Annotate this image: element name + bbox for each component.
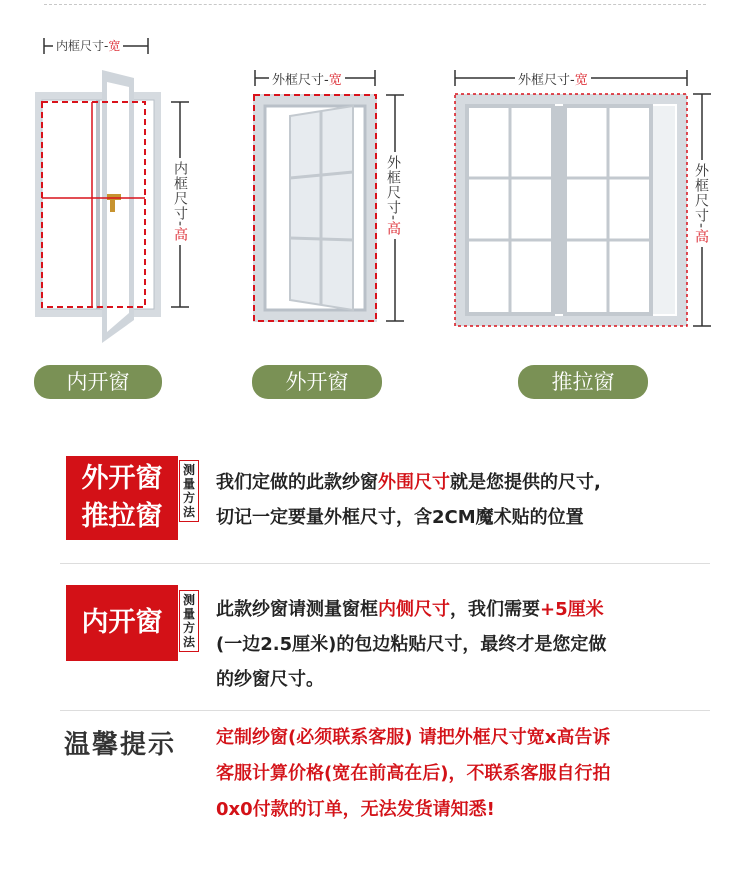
- section2-line1: 此款纱窗请测量窗框内侧尺寸，我们需要+5厘米: [216, 599, 604, 620]
- tips-line2: 客服计算价格(宽在前高在后)，不联系客服自行拍: [216, 763, 611, 784]
- tips-title: 温馨提示: [64, 730, 177, 760]
- section2-line2: (一边2.5厘米)的包边粘贴尺寸，最终才是您定做: [216, 634, 607, 655]
- tips-line3: 0x0付款的订单，无法发货请知悉!: [216, 799, 495, 820]
- inner-width-label: 内框尺寸-宽: [53, 37, 123, 54]
- tag-char: 量: [182, 607, 195, 621]
- section1-line2: 切记一定要量外框尺寸，含2CM魔术贴的位置: [216, 507, 584, 528]
- section1-text: [216, 465, 716, 535]
- tag-char: 法: [182, 635, 195, 649]
- tag-char: 方: [182, 621, 195, 635]
- tag-char: 方: [182, 491, 195, 505]
- outer-height-label: 外框尺寸-高: [383, 152, 403, 239]
- section1-badge-line2: 推拉窗: [81, 501, 163, 532]
- inner-window-pill: 内开窗: [34, 365, 162, 399]
- tag-char: 测: [182, 463, 195, 477]
- sliding-window-pill: 推拉窗: [518, 365, 648, 399]
- sliding-window-diagram: [445, 60, 725, 340]
- inner-height-label: 内框尺寸-高: [170, 158, 190, 245]
- section-divider-2: [60, 710, 710, 711]
- top-divider: [44, 4, 706, 5]
- tips-text: [216, 720, 726, 828]
- section2-badge: 内开窗: [66, 585, 178, 661]
- sliding-height-label: 外框尺寸-高: [691, 160, 711, 247]
- section1-line1: 我们定做的此款纱窗外围尺寸就是您提供的尺寸,: [216, 472, 601, 493]
- section1-badge: [66, 456, 178, 540]
- section2-line3: 的纱窗尺寸。: [216, 669, 324, 690]
- tag-char: 量: [182, 477, 195, 491]
- inner-size-highlight: 内侧尺寸: [378, 599, 450, 620]
- outer-size-highlight: 外围尺寸: [378, 472, 450, 493]
- outer-width-label: 外框尺寸-宽: [269, 69, 345, 88]
- tag-char: 测: [182, 593, 195, 607]
- section2-text: [216, 592, 716, 697]
- plus-5cm-highlight: +5厘米: [540, 599, 604, 620]
- section2-method-tag: [179, 590, 199, 652]
- outer-window-pill: 外开窗: [252, 365, 382, 399]
- sliding-window-illustration: [445, 60, 725, 340]
- section1-method-tag: [179, 460, 199, 522]
- inner-window-diagram: [30, 30, 230, 360]
- section-divider-1: [60, 563, 710, 564]
- tips-line1: 定制纱窗(必须联系客服) 请把外框尺寸宽x高告诉: [216, 727, 611, 748]
- outer-window-diagram: [245, 60, 415, 340]
- inner-window-illustration: [30, 30, 230, 360]
- tag-char: 法: [182, 505, 195, 519]
- sliding-width-label: 外框尺寸-宽: [515, 69, 591, 88]
- section1-badge-line1: 外开窗: [81, 463, 163, 494]
